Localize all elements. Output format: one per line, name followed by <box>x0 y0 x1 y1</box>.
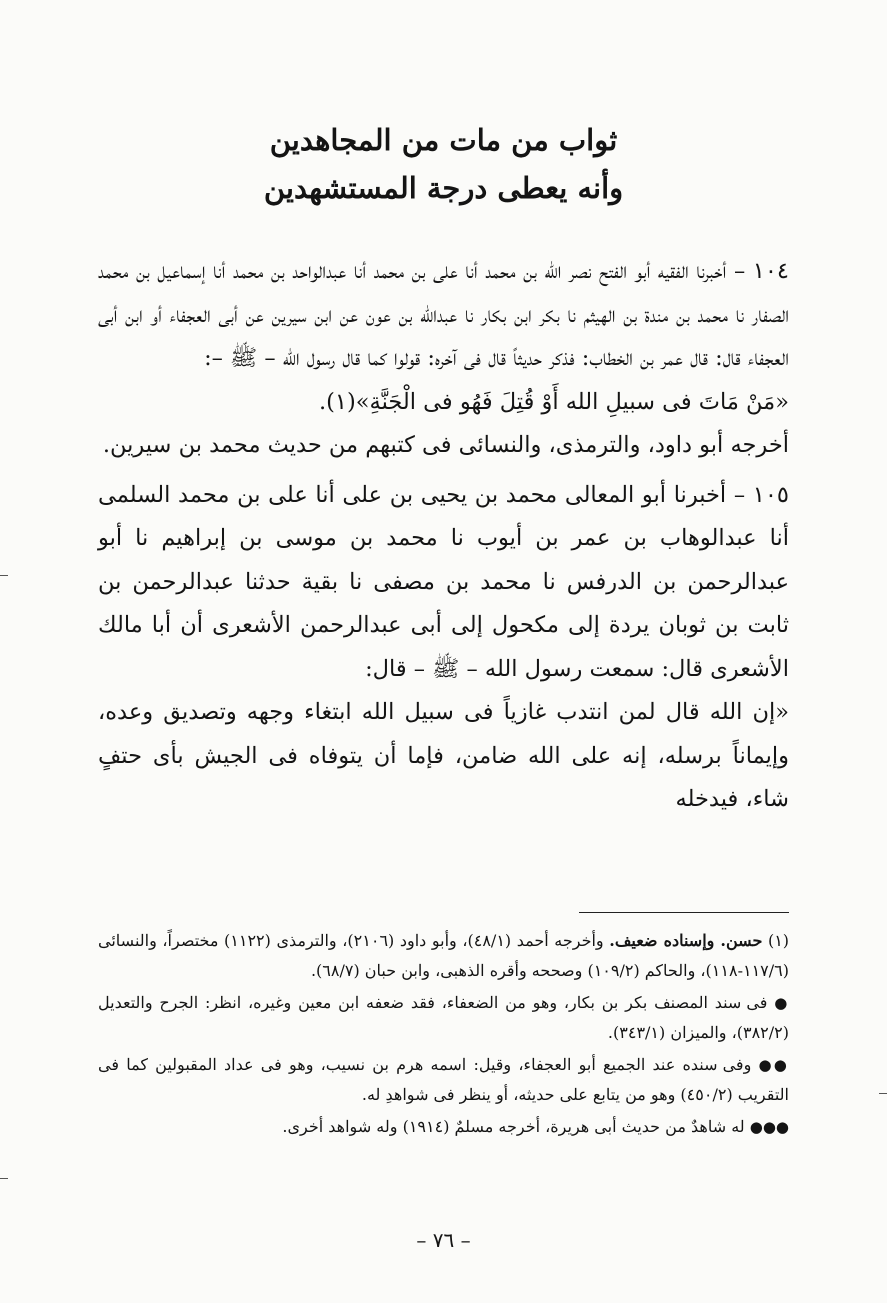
triple-bullet-icon: ●●● <box>749 1118 789 1136</box>
footnote-1 <box>98 926 789 986</box>
hadith-104-isnad: ١٠٤ – أخبرنا الفقيه أبو الفتح نصر الله بن محمد أنا على بن محمد أنا عبدالواحد بن محمد أنا إسماعيل بن محمد الصفار نا محمد بن مندة بن الهيثم نا بكر ابن بكار نا عبدالله بن عون عن ابن سيرين عن أبى العجفاء أو ابن أبى العجفاء قال: قال عمر بن الخطاب: فذكر حديثاً قال فى آخره: قولوا كما قال رسول الله – ﷺ –: <box>98 258 789 371</box>
footnote-note-2 <box>98 1050 789 1110</box>
hadith-105-isnad: ١٠٥ – أخبرنا أبو المعالى محمد بن يحيى بن على أنا على بن محمد السلمى أنا عبدالوهاب بن عمر بن أيوب نا محمد بن موسى بن إبراهيم نا أبو عبدالرحمن بن الدرفس نا محمد بن مصفى نا بقية حدثنا عبدالرحمن بن ثابت بن ثوبان يردة إلى مكحول إلى أبى عبدالرحمن الأشعرى أن أبا مالك الأشعرى قال: سمعت رسول الله – ﷺ – قال: <box>98 481 789 682</box>
footnote-note-3-text: له شاهدٌ من حديث أبى هريرة، أخرجه مسلمٌ (١٩١٤) وله شواهد أخرى. <box>282 1117 745 1136</box>
chapter-title <box>98 116 789 212</box>
book-page <box>98 0 789 1303</box>
footnote-note-1 <box>98 988 789 1048</box>
footnote-note-3 <box>98 1112 789 1142</box>
chapter-title-line-1: ثواب من مات من المجاهدين <box>269 123 618 157</box>
main-text <box>98 250 789 822</box>
hadith-105-matn: «إن الله قال لمن انتدب غازياً فى سبيل الله ابتغاء وجهه وتصديق وعده، وإيماناً برسله، إنه على الله ضامن، فإما أن يتوفاه فى الجيش بأى حتفٍ شاء، فيدخله <box>98 699 789 812</box>
chapter-title-line-2: وأنه يعطى درجة المستشهدين <box>263 171 624 205</box>
footnote-1-grade: حسن. وإسناده ضعيف. <box>609 931 763 950</box>
bullet-icon: ● <box>774 994 789 1012</box>
hadith-104-matn: «مَنْ مَاتَ فى سبيلِ الله أَوْ قُتِلَ فَهُو فى الْجَنَّةِ»(١). <box>318 388 789 415</box>
scan-edge-mark <box>0 1178 8 1179</box>
footnote-note-2-text: وفى سنده عند الجميع أبو العجفاء، وقيل: اسمه هرم بن نسيب، وهو فى عداد المقبولين كما فى التقريب (٤٥٠/٢) وهو من يتابع على حديثه، أو ينظر فى شواهدِ له. <box>98 1055 789 1104</box>
footnote-separator <box>579 912 789 913</box>
footnote-1-text: وأخرجه أحمد (٤٨/١)، وأبو داود (٢١٠٦)، والترمذى (١١٢٢) مختصراً، والنسائى (١١٧/٦-١١٨)، والحاكم (١٠٩/٢) وصححه وأقره الذهبى، وابن حبان (٦٨/٧). <box>98 931 789 980</box>
footnote-note-1-text: فى سند المصنف بكر بن بكار، وهو من الضعفاء، فقد ضعفه ابن معين وغيره، انظر: الجرح والتعديل (٣٨٢/٢)، والميزان (٣٤٣/١). <box>98 993 789 1042</box>
footnote-1-marker: (١) <box>767 931 790 950</box>
scan-edge-mark <box>879 1093 887 1094</box>
footnotes <box>98 926 789 1144</box>
takhrij-paragraph: أخرجه أبو داود، والترمذى، والنسائى فى كتبهم من حديث محمد بن سيرين. <box>102 432 789 458</box>
double-bullet-icon: ●● <box>758 1056 789 1074</box>
scan-edge-mark <box>0 575 8 576</box>
page-number: – ٧٦ – <box>416 1228 471 1252</box>
